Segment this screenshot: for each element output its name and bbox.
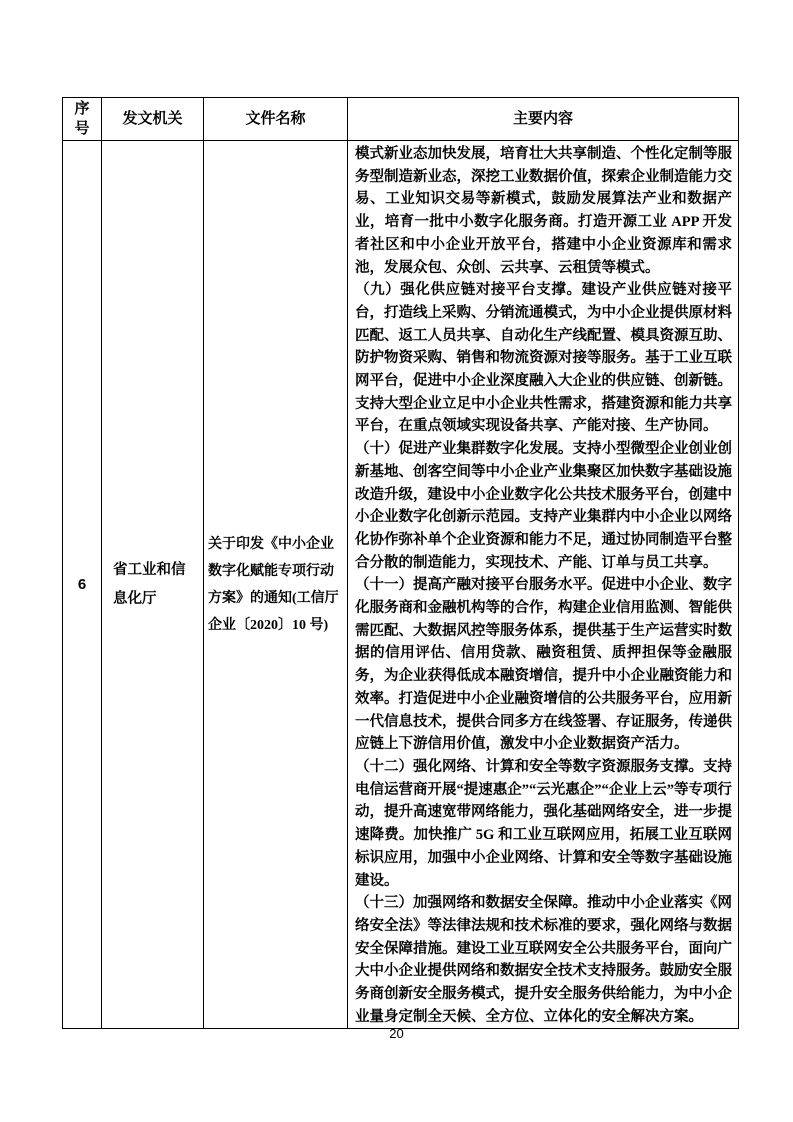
row-number-cell: 6 bbox=[63, 141, 102, 1029]
content-paragraph-11: （十一）提高产融对接平台服务水平。促进中小企业、数字化服务商和金融机构等的合作，构建企业信用监测、智能供需匹配、大数据风控等服务体系，提供基于生产运营实时数据的信用评估、信用贷款、融资租赁、质押担保等金融服务，为企业获得低成本融资增信，提升中小企业融资能力和效率。打造促进中小企业融资增信的公共服务平台，应用新一代信息技术，提供合同多方在线签署、存证服务，传递供应链上下游信用价值，激发中小企业数据资产活力。 bbox=[355, 577, 732, 753]
content-paragraph-13: （十三）加强网络和数据安全保障。推动中小企业落实《网络安全法》等法律法规和技术标准的要求，强化网络与数据安全保障措施。建设工业互联网安全公共服务平台，面向广大中小企业提供网络和数据安全技术支持服务。鼓励安全服务商创新安全服务模式，提升安全服务供给能力，为中小企业量身定制全天候、全方位、立体化的安全解决方案。 bbox=[355, 895, 732, 1025]
document-table bbox=[62, 97, 739, 1029]
table-row bbox=[63, 141, 739, 1029]
content-paragraph-continuation: 模式新业态加快发展，培育壮大共享制造、个性化定制等服务型制造新业态，深挖工业数据价值，探索企业制造能力交易、工业知识交易等新模式，鼓励发展算法产业和数据产业，培育一批中小数字化服务商。打造开源工业 APP 开发者社区和中小企业开放平台，搭建中小企业资源库和需求池，发展众包、众创、云共享、云租赁等模式。 bbox=[355, 146, 732, 276]
page-number: 20 bbox=[389, 1026, 404, 1041]
column-header-agency: 发文机关 bbox=[102, 98, 204, 141]
doc-name-cell: 关于印发《中小企业数字化赋能专项行动方案》的通知(工信厅企业〔2020〕10 号) bbox=[204, 141, 348, 1029]
content-paragraph-12: （十二）强化网络、计算和安全等数字资源服务支撑。支持电信运营商开展“提速惠企”“云光惠企”“企业上云”等专项行动，提升高速宽带网络能力，强化基础网络安全，进一步提速降费。加快推广 5G 和工业互联网应用，拓展工业互联网标识应用，加强中小企业网络、计算和安全等数字基础设施建设。 bbox=[355, 758, 732, 889]
column-header-number: 序号 bbox=[63, 98, 102, 141]
column-header-main-content: 主要内容 bbox=[348, 98, 739, 141]
column-header-doc-name: 文件名称 bbox=[204, 98, 348, 141]
agency-cell: 省工业和信息化厅 bbox=[102, 141, 204, 1029]
table-header-row bbox=[63, 98, 739, 141]
main-content-cell bbox=[348, 141, 739, 1029]
content-paragraph-10: （十）促进产业集群数字化发展。支持小型微型企业创业创新基地、创客空间等中小企业产业集聚区加快数字基础设施改造升级，建设中小企业数字化公共技术服务平台，创建中小企业数字化创新示范园。支持产业集群内中小企业以网络化协作弥补单个企业资源和能力不足，通过协同制造平台整合分散的制造能力，实现技术、产能、订单与员工共享。 bbox=[355, 441, 732, 571]
content-paragraph-9: （九）强化供应链对接平台支撑。建设产业供应链对接平台，打造线上采购、分销流通模式，为中小企业提供原材料匹配、返工人员共享、自动化生产线配置、模具资源互助、防护物资采购、销售和物流资源对接等服务。基于工业互联网平台，促进中小企业深度融入大企业的供应链、创新链。支持大型企业立足中小企业共性需求，搭建资源和能力共享平台，在重点领域实现设备共享、产能对接、生产协同。 bbox=[355, 282, 732, 435]
